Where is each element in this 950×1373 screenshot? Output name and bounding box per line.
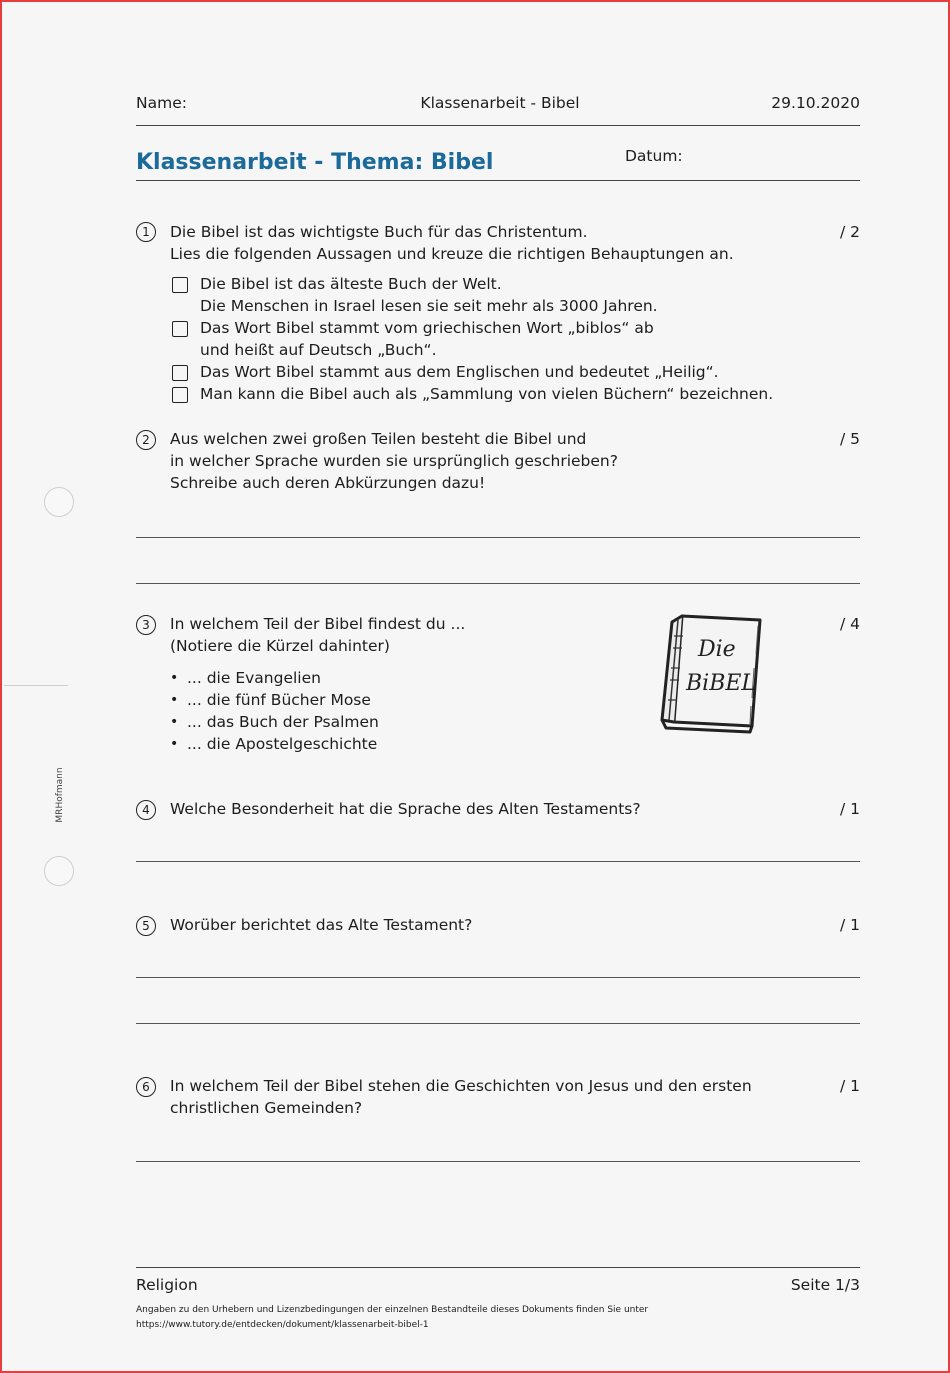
points-5: / 1 (839, 916, 860, 934)
answer-line[interactable] (136, 537, 860, 538)
punch-hole-top (44, 487, 74, 517)
q3-item-3: ... das Buch der Psalmen (187, 713, 379, 731)
points-3: / 4 (839, 615, 860, 633)
points-2: / 5 (839, 430, 860, 448)
bullet: • (170, 736, 179, 752)
answer-line[interactable] (136, 1161, 860, 1162)
option-2-line1: Das Wort Bibel stammt vom griechischen Wort „biblos“ ab (200, 319, 654, 337)
datum-label: Datum: (625, 147, 683, 165)
q3-item-1: ... die Evangelien (187, 669, 321, 687)
book-title-text-1: Die (698, 637, 736, 662)
q3-item-4: ... die Apostelgeschichte (187, 735, 378, 753)
q2-line2: in welcher Sprache wurden sie ursprünglich geschrieben? (170, 452, 618, 470)
q3-line2: (Notiere die Kürzel dahinter) (170, 637, 390, 655)
header-date: 29.10.2020 (771, 94, 860, 112)
question-number-5: 5 (136, 916, 156, 936)
footer-rule (136, 1267, 860, 1268)
points-6: / 1 (839, 1077, 860, 1095)
bullet: • (170, 714, 179, 730)
option-2-line2: und heißt auf Deutsch „Buch“. (200, 341, 437, 359)
checkbox-option-1[interactable] (172, 277, 188, 293)
page-title: Klassenarbeit - Thema: Bibel (136, 150, 494, 175)
option-3-line1: Das Wort Bibel stammt aus dem Englischen und bedeutet „Heilig“. (200, 363, 719, 381)
answer-line[interactable] (136, 977, 860, 978)
footer-license-note: Angaben zu den Urhebern und Lizenzbedingungen der einzelnen Bestandteile dieses Dokuments finden Sie unter (136, 1305, 649, 1315)
answer-line[interactable] (136, 583, 860, 584)
question-number-3: 3 (136, 615, 156, 635)
bullet: • (170, 670, 179, 686)
bullet: • (170, 692, 179, 708)
points-4: / 1 (839, 800, 860, 818)
answer-line[interactable] (136, 1023, 860, 1024)
fold-mark (4, 685, 68, 686)
question-number-1: 1 (136, 222, 156, 242)
question-number-6: 6 (136, 1077, 156, 1097)
question-number-4: 4 (136, 800, 156, 820)
q3-item-2: ... die fünf Bücher Mose (187, 691, 371, 709)
footer-page-number: Seite 1/3 (790, 1276, 860, 1294)
q6-line2: christlichen Gemeinden? (170, 1099, 363, 1117)
q6-line1: In welchem Teil der Bibel stehen die Geschichten von Jesus und den ersten (170, 1077, 752, 1095)
book-title-text-2: BiBEL (686, 671, 757, 696)
name-label: Name: (136, 94, 187, 112)
q5-text: Worüber berichtet das Alte Testament? (170, 916, 473, 934)
checkbox-option-2[interactable] (172, 321, 188, 337)
side-author-text: MRHofmann (55, 767, 65, 823)
checkbox-option-3[interactable] (172, 365, 188, 381)
answer-line[interactable] (136, 861, 860, 862)
question-number-2: 2 (136, 430, 156, 450)
option-1-line1: Die Bibel ist das älteste Buch der Welt. (200, 275, 502, 293)
bible-book-icon (652, 608, 767, 743)
q1-line2: Lies die folgenden Aussagen und kreuze die richtigen Behauptungen an. (170, 245, 734, 263)
title-rule (136, 180, 860, 181)
q3-line1: In welchem Teil der Bibel findest du ... (170, 615, 466, 633)
option-1-line2: Die Menschen in Israel lesen sie seit mehr als 3000 Jahren. (200, 297, 658, 315)
q2-line3: Schreibe auch deren Abkürzungen dazu! (170, 474, 486, 492)
punch-hole-bottom (44, 856, 74, 886)
header-rule (136, 125, 860, 126)
option-4-line1: Man kann die Bibel auch als „Sammlung von vielen Büchern“ bezeichnen. (200, 385, 774, 403)
checkbox-option-4[interactable] (172, 387, 188, 403)
points-1: / 2 (839, 223, 860, 241)
q4-text: Welche Besonderheit hat die Sprache des Alten Testaments? (170, 800, 641, 818)
q2-line1: Aus welchen zwei großen Teilen besteht die Bibel und (170, 430, 587, 448)
q1-line1: Die Bibel ist das wichtigste Buch für das Christentum. (170, 223, 588, 241)
footer-subject: Religion (136, 1276, 198, 1294)
footer-license-link[interactable]: https://www.tutory.de/entdecken/dokument/klassenarbeit-bibel-1 (136, 1320, 429, 1330)
header-title: Klassenarbeit - Bibel (420, 94, 580, 112)
